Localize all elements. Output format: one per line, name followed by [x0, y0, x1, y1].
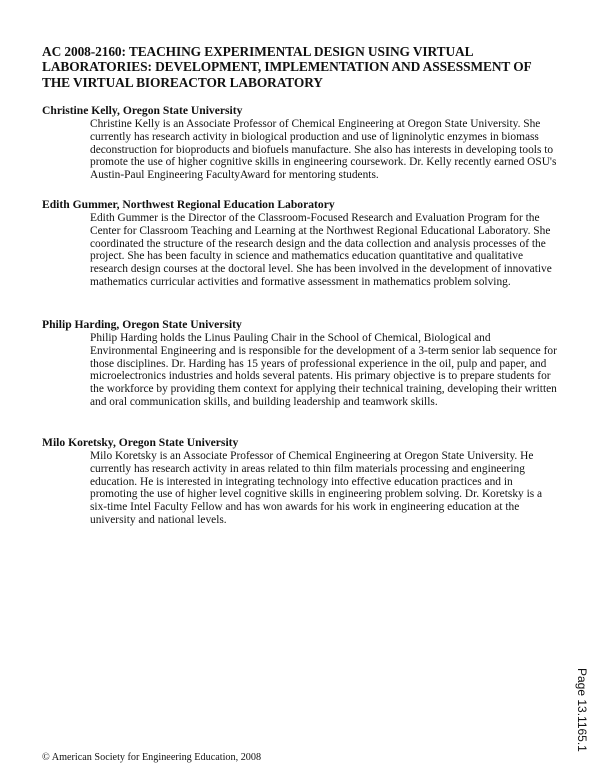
author-bio: Edith Gummer is the Director of the Classroom-Focused Research and Evaluation Program for the Center for Classroom Teaching and Learning at the Northwest Regional Educational Laboratory. She coordinated the structure of the research design and the data collection and analysis processes of the project. She has been faculty in science and mathematics education quantitative and qualitative research design courses at the doctoral level. She has been involved in the development of innovative mathematics curricular activities and formative assessment in mathematics problem solving.: [90, 212, 552, 288]
author-name: Milo Koretsky, Oregon State University: [42, 436, 239, 449]
paper-title: AC 2008-2160: TEACHING EXPERIMENTAL DESIGN USING VIRTUAL LABORATORIES: DEVELOPMENT, IMPLEMENTATION AND ASSESSMENT OF THE VIRTUAL BIOREACTOR LABORATORY: [42, 44, 532, 90]
copyright-footer: © American Society for Engineering Education, 2008: [42, 752, 262, 763]
author-bio: Christine Kelly is an Associate Professor of Chemical Engineering at Oregon State University. She currently has research activity in biological production and use of ligninolytic enzymes in biomass deconstruction for bioproducts and biofuels manufacture. She also has interests in developing tools to promote the use of higher cognitive skills in engineering coursework. Dr. Kelly recently earned OSU's Austin-Paul Engineering FacultyAward for mentoring students.: [90, 118, 557, 182]
page-number: Page 13.1165.1: [575, 668, 589, 752]
author-bio: Philip Harding holds the Linus Pauling Chair in the School of Chemical, Biological and Environmental Engineering and is responsible for the development of a 3-term senior lab sequence for those disciplines. Dr. Harding has 15 years of professional experience in the oil, pulp and paper, and microelectronics industries and holds several patents. His primary objective is to prepare students for the workforce by providing them context for applying their technical training, developing their written and oral communication skills, and building leadership and teamwork skills.: [90, 332, 557, 408]
author-name: Philip Harding, Oregon State University: [42, 318, 242, 331]
author-name: Christine Kelly, Oregon State University: [42, 104, 243, 117]
author-name: Edith Gummer, Northwest Regional Education Laboratory: [42, 198, 335, 211]
author-bio: Milo Koretsky is an Associate Professor of Chemical Engineering at Oregon State University. He currently has research activity in areas related to thin film materials processing and engineering education. He is interested in integrating technology into effective education practices and in promoting the use of higher level cognitive skills in engineering problem solving. Dr. Koretsky is a six-time Intel Faculty Fellow and has won awards for his work in engineering education at the university and national levels.: [90, 450, 543, 526]
